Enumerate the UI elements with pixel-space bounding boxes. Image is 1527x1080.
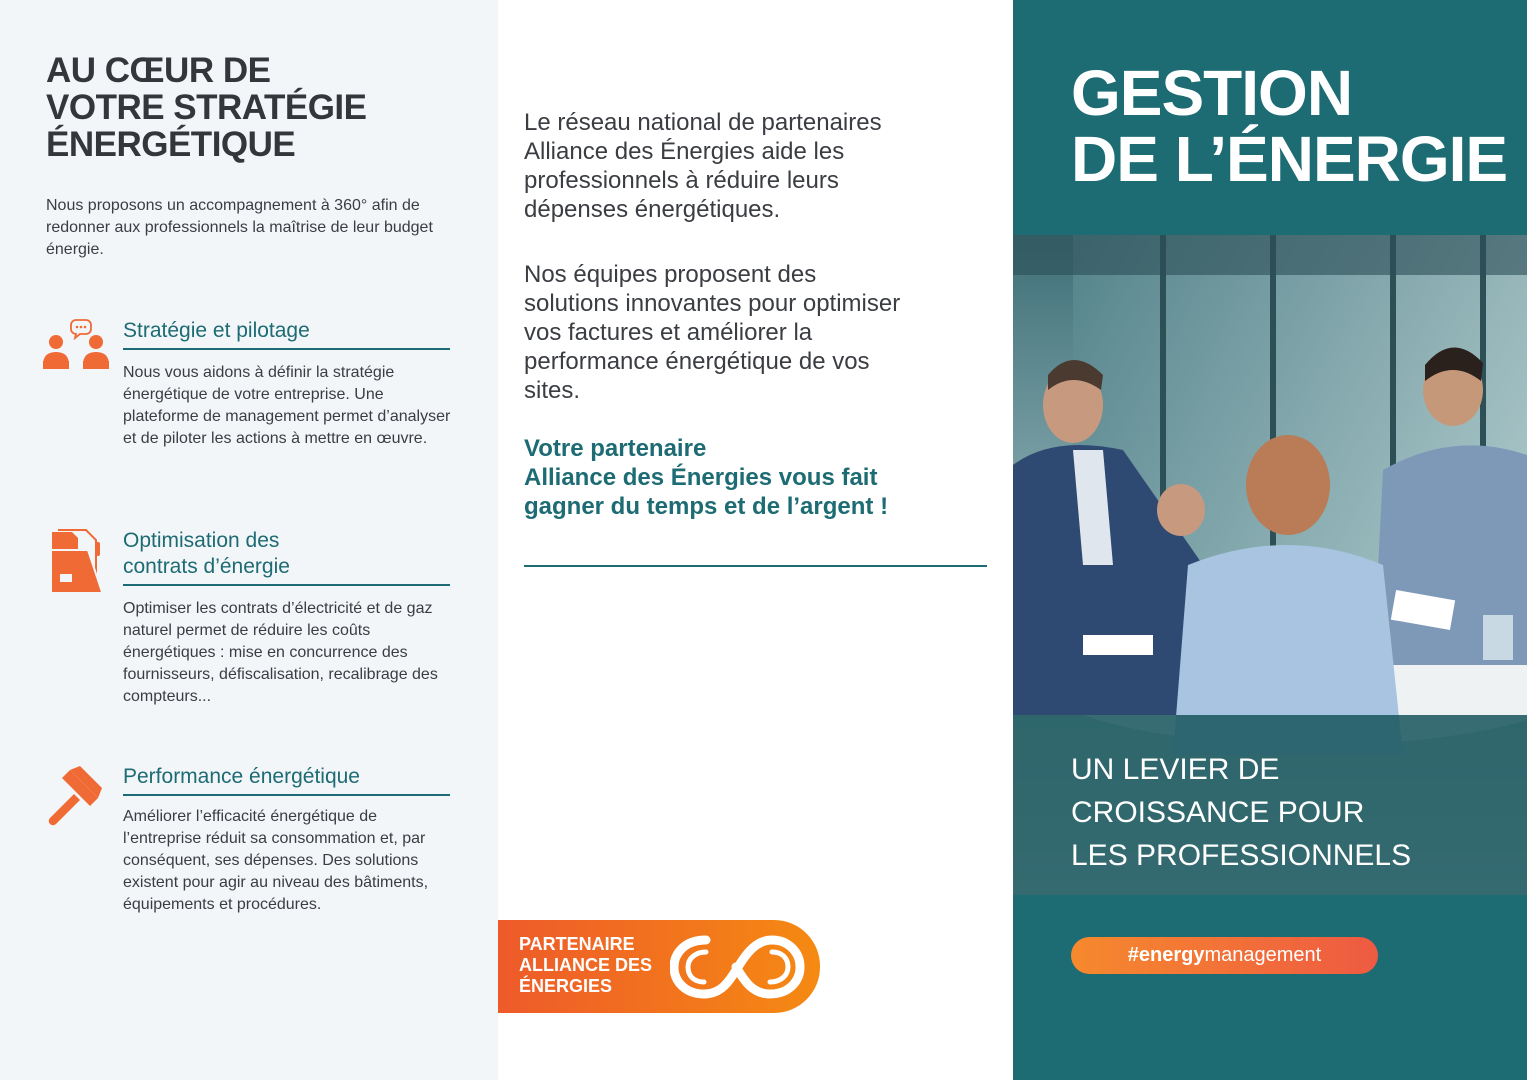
middle-panel: [498, 0, 1013, 1080]
divider: [524, 565, 987, 567]
teams-paragraph: Nos équipes proposent des solutions innovantes pour optimiser vos factures et améliorer la performance énergétique de vos sites.: [524, 261, 901, 404]
left-title: [46, 52, 466, 163]
section-title-line: Optimisation des: [123, 529, 280, 552]
cover-title-line: DE L’ÉNERGIE: [1071, 123, 1508, 195]
section-title-line: contrats d’énergie: [123, 555, 290, 578]
folder-contract-icon: [40, 528, 112, 600]
section-title-line: Stratégie et pilotage: [123, 319, 310, 342]
meeting-people-icon: [40, 318, 112, 390]
left-panel: [0, 0, 498, 1080]
partner-badge-text: [519, 934, 652, 997]
section-title-line: Performance énergétique: [123, 765, 360, 788]
hammer-icon: [40, 764, 112, 836]
hashtag-pill: [1071, 937, 1378, 974]
cover-subtitle-line: UN LEVIER DE: [1071, 753, 1280, 786]
left-title-line: VOTRE STRATÉGIE: [46, 88, 367, 127]
highlight-paragraph: [524, 434, 944, 521]
section-text: Nous vous aidons à définir la stratégie énergétique de votre entreprise. Une plateforme de management permet d’analyser et de piloter les actions à mettre en œuvre.: [123, 364, 451, 447]
hashtag-bold: #energy: [1127, 944, 1205, 966]
cover-title-line: GESTION: [1071, 57, 1353, 129]
cover-subtitle-line: CROISSANCE POUR: [1071, 796, 1365, 829]
section-text: Optimiser les contrats d’électricité et de gaz naturel permet de réduire les coûts énergétiques : mise en concurrence des fournisseurs, défiscalisation, recalibrage des compteurs...: [123, 600, 438, 705]
highlight-line: Alliance des Énergies vous fait: [524, 464, 878, 491]
partner-badge-line: PARTENAIRE: [519, 934, 635, 954]
section-text: Améliorer l’efficacité énergétique de l’entreprise réduit sa consommation et, par conséquent, ses dépenses. Des solutions existent pour agir au niveau des bâtiments, équipements et procédures.: [123, 808, 429, 913]
cover-subtitle-line: LES PROFESSIONNELS: [1071, 839, 1412, 872]
cover-subtitle: [1071, 748, 1491, 877]
section-title: [123, 318, 450, 350]
hashtag-rest: management: [1204, 944, 1322, 966]
section-title: [123, 764, 450, 796]
highlight-line: gagner du temps et de l’argent !: [524, 493, 889, 520]
infinity-logo-icon: [670, 932, 805, 1002]
intro-paragraph: Le réseau national de partenaires Alliance des Énergies aide les professionnels à réduire leurs dépenses énergétiques.: [524, 109, 882, 223]
cover-title: [1071, 57, 1508, 195]
partner-badge: [498, 920, 820, 1013]
left-title-line: AU CŒUR DE: [46, 51, 271, 90]
left-title-line: ÉNERGÉTIQUE: [46, 125, 296, 164]
partner-badge-line: ALLIANCE DES: [519, 955, 653, 975]
section-title: [123, 528, 450, 586]
right-panel: [1013, 0, 1527, 1080]
highlight-line: Votre partenaire: [524, 435, 707, 462]
partner-badge-line: ÉNERGIES: [519, 976, 613, 996]
left-intro: Nous proposons un accompagnement à 360° afin de redonner aux professionnels la maîtrise de leur budget énergie.: [46, 197, 433, 258]
